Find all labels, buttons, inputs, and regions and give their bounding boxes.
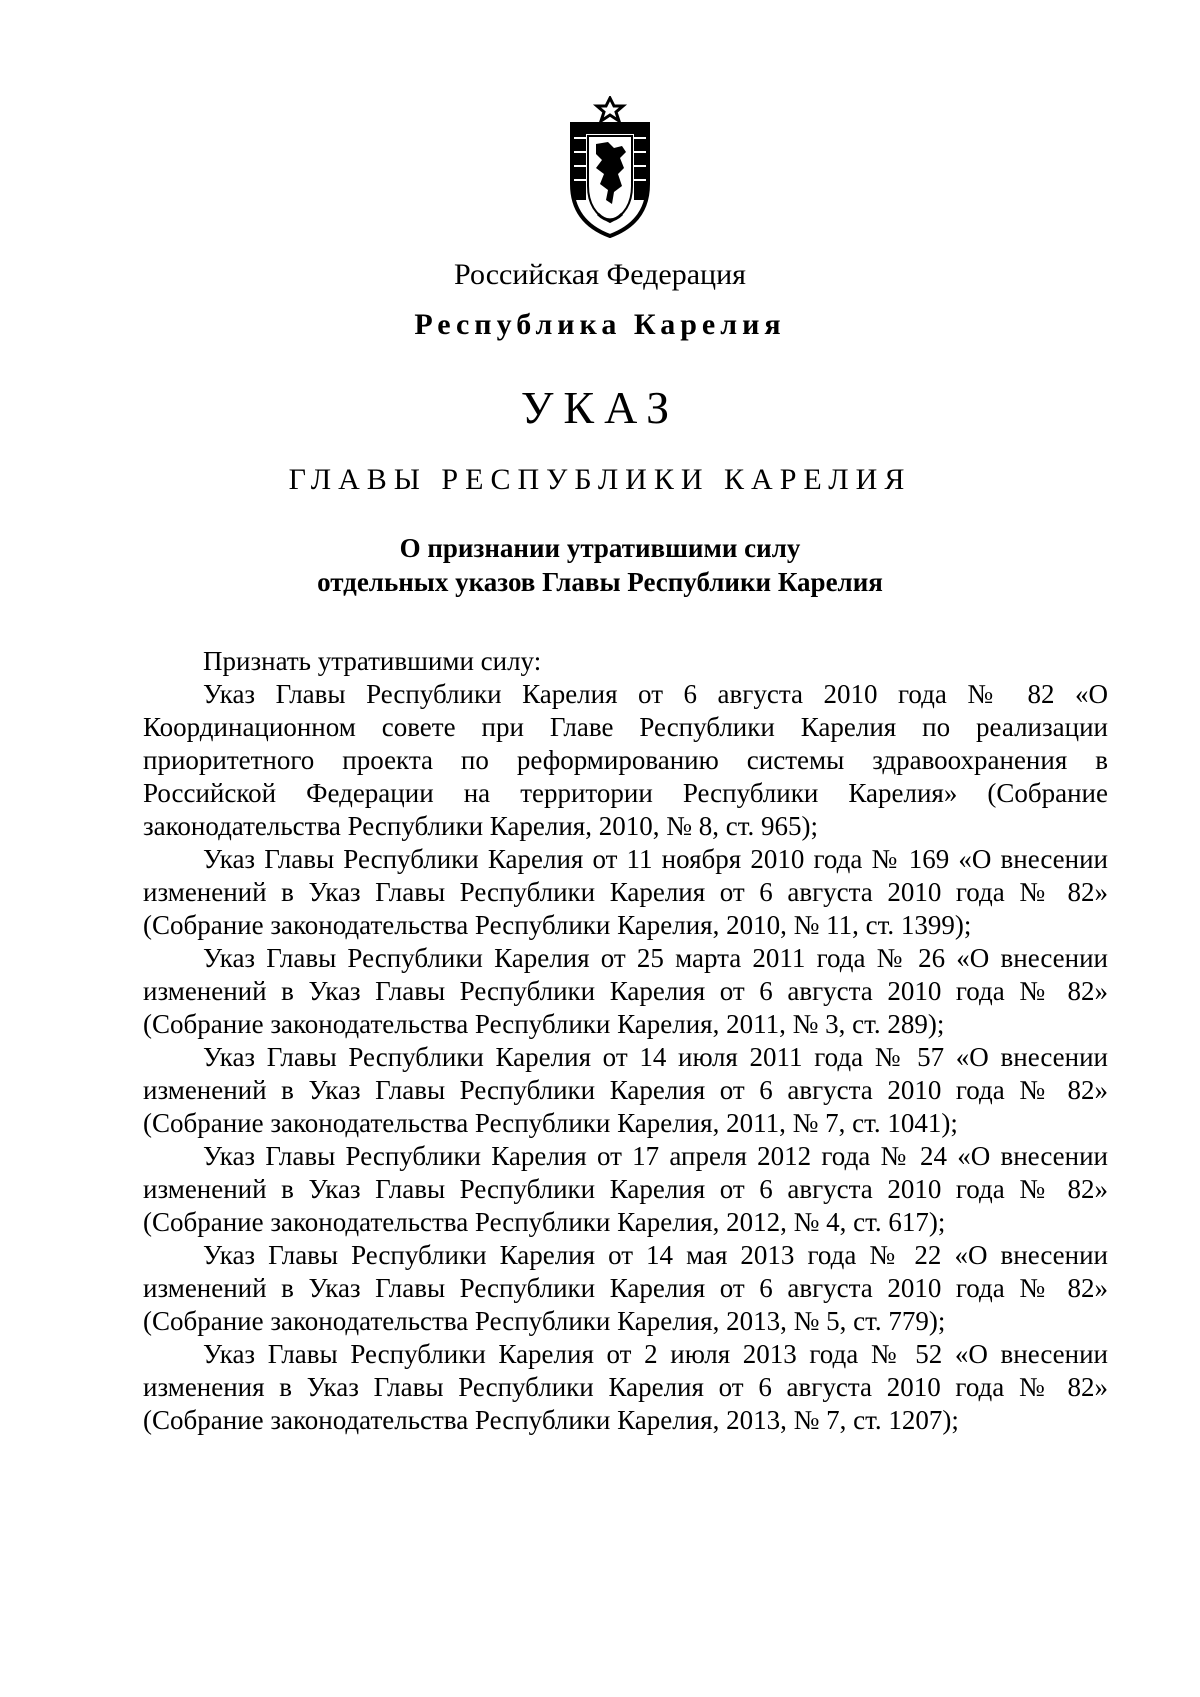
document-title	[0, 531, 1200, 599]
decree-item: Указ Главы Республики Карелия от 17 апреля 2012 года № 24 «О внесении изменений в Указ Главы Республики Карелия от 6 августа 2010 года № 82» (Собрание законодательства Республики Карелия, 2012, № 4, ст. 617);	[143, 1141, 1108, 1237]
title-line-1: О признании утратившими силу	[399, 533, 801, 563]
decree-item: Указ Главы Республики Карелия от 25 марта 2011 года № 26 «О внесении изменений в Указ Главы Республики Карелия от 6 августа 2010 года № 82» (Собрание законодательства Республики Карелия, 2011, № 3, ст. 289);	[143, 943, 1108, 1039]
body-intro: Признать утратившими силу:	[203, 646, 542, 676]
title-line-2: отдельных указов Главы Республики Карелия	[317, 567, 883, 597]
decree-item: Указ Главы Республики Карелия от 2 июля 2013 года № 52 «О внесении изменения в Указ Главы Республики Карелия от 6 августа 2010 года № 82» (Собрание законодательства Республики Карелия, 2013, № 7, ст. 1207);	[143, 1339, 1108, 1435]
decree-item: Указ Главы Республики Карелия от 11 ноября 2010 года № 169 «О внесении изменений в Указ Главы Республики Карелия от 6 августа 2010 года № 82» (Собрание законодательства Республики Карелия, 2010, № 11, ст. 1399);	[143, 844, 1108, 940]
decree-item: Указ Главы Республики Карелия от 6 августа 2010 года № 82 «О Координационном совете при Главе Республики Карелия по реализации приоритетного проекта по реформированию системы здравоохранения в Российской Федерации на территории Республики Карелия» (Собрание законодательства Республики Карелия, 2010, № 8, ст. 965);	[143, 679, 1108, 841]
document-body	[143, 645, 1108, 1437]
decree-item: Указ Главы Республики Карелия от 14 июля 2011 года № 57 «О внесении изменений в Указ Главы Республики Карелия от 6 августа 2010 года № 82» (Собрание законодательства Республики Карелия, 2011, № 7, ст. 1041);	[143, 1042, 1108, 1138]
issuer-name: ГЛАВЫ РЕСПУБЛИКИ КАРЕЛИЯ	[288, 463, 912, 496]
country-name: Российская Федерация	[454, 258, 746, 291]
karelia-coat-of-arms-icon	[568, 96, 652, 238]
decree-item: Указ Главы Республики Карелия от 14 мая 2013 года № 22 «О внесении изменений в Указ Главы Республики Карелия от 6 августа 2010 года № 82» (Собрание законодательства Республики Карелия, 2013, № 5, ст. 779);	[143, 1240, 1108, 1336]
document-type: УКАЗ	[520, 382, 680, 433]
republic-name: Республика Карелия	[414, 308, 786, 341]
